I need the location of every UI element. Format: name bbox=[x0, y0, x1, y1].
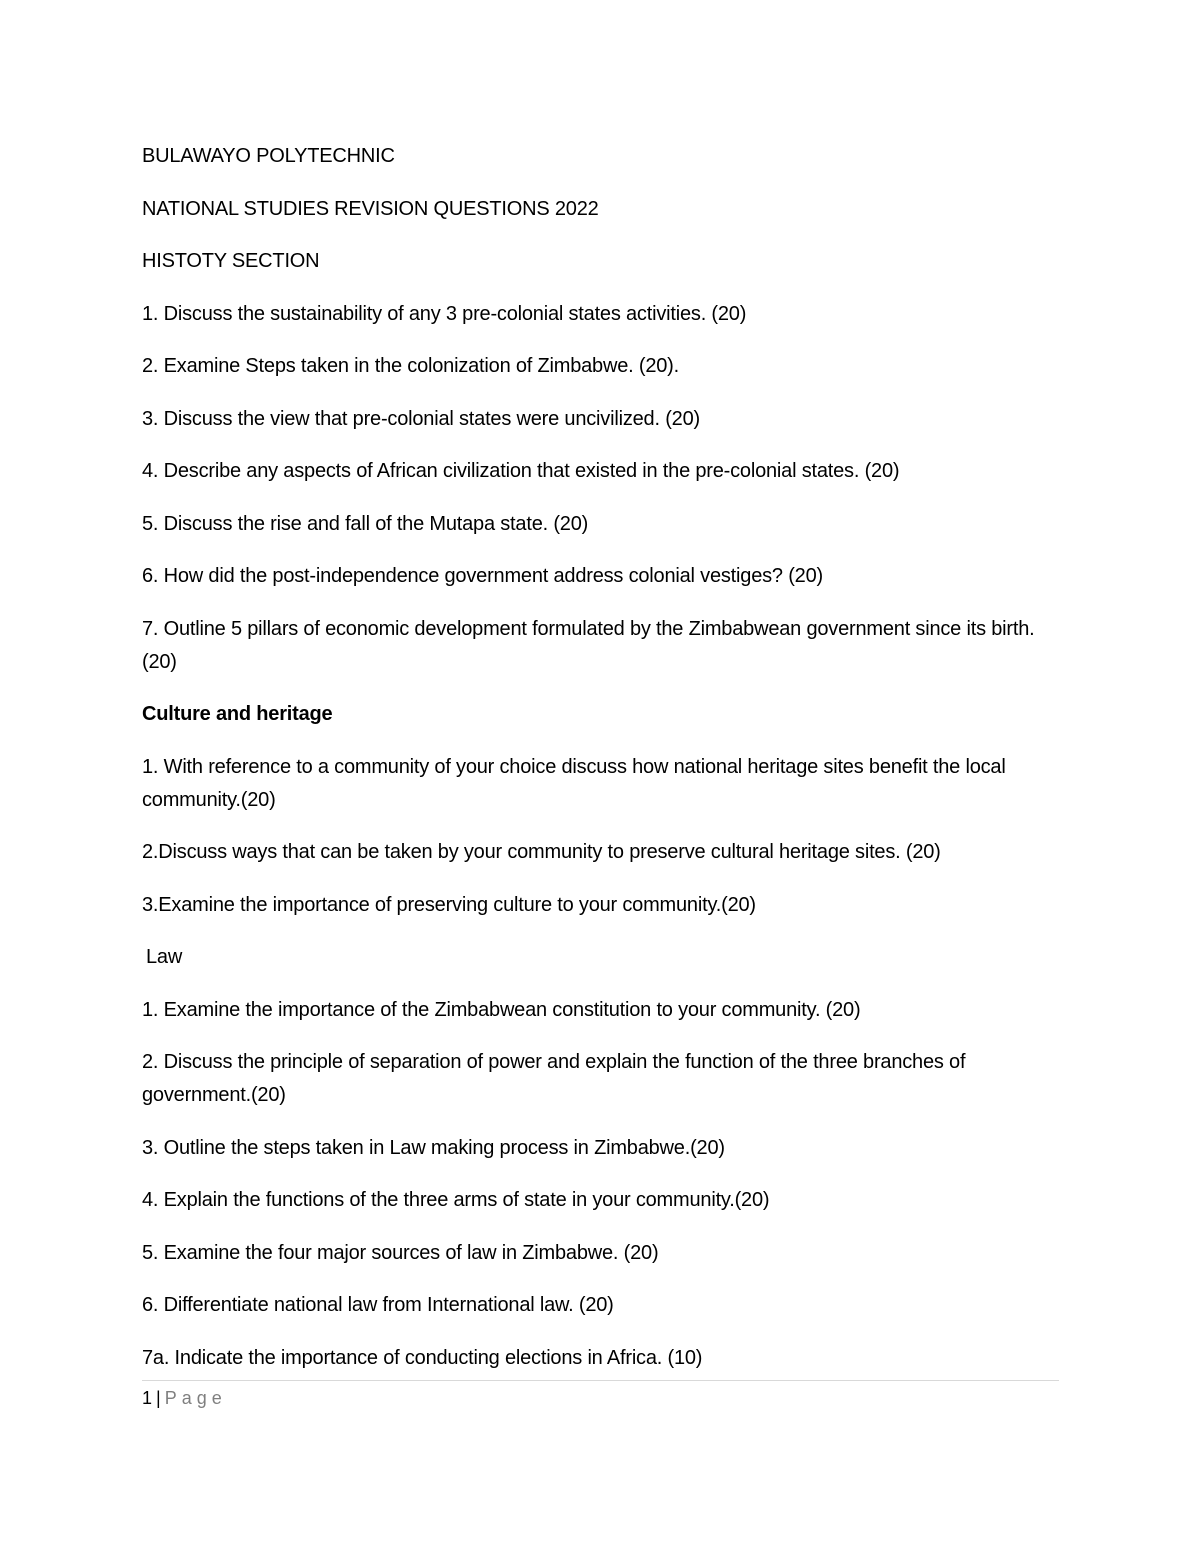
question-item: 7a. Indicate the importance of conducting elections in Africa. (10) bbox=[142, 1346, 703, 1369]
question-item: 2. Examine Steps taken in the colonization of Zimbabwe. (20). bbox=[142, 355, 679, 377]
question-item: 5. Examine the four major sources of law in Zimbabwe. (20) bbox=[142, 1241, 659, 1264]
question-item: 6. Differentiate national law from International law. (20) bbox=[142, 1294, 614, 1316]
question-item: 1. With reference to a community of your choice discuss how national heritage sites benefit the local community.(20) bbox=[142, 755, 1006, 811]
question-item: 6. How did the post-independence government address colonial vestiges? (20) bbox=[142, 565, 823, 587]
document-title: NATIONAL STUDIES REVISION QUESTIONS 2022 bbox=[142, 197, 599, 220]
question-item: 3.Examine the importance of preserving culture to your community.(20) bbox=[142, 893, 756, 916]
question-item: 4. Explain the functions of the three arms of state in your community.(20) bbox=[142, 1189, 770, 1211]
question-item: 4. Describe any aspects of African civilization that existed in the pre-colonial states. (20) bbox=[142, 460, 900, 482]
section-heading-law: Law bbox=[146, 946, 183, 968]
question-item: 3. Outline the steps taken in Law making process in Zimbabwe.(20) bbox=[142, 1136, 725, 1159]
institution-name: BULAWAYO POLYTECHNIC bbox=[142, 145, 395, 167]
page-number: 1 bbox=[142, 1388, 153, 1408]
document-body bbox=[142, 140, 1062, 1394]
question-item: 3. Discuss the view that pre-colonial states were uncivilized. (20) bbox=[142, 407, 700, 430]
question-item: 2.Discuss ways that can be taken by your community to preserve cultural heritage sites. (20) bbox=[142, 841, 941, 863]
question-item: 2. Discuss the principle of separation of power and explain the function of the three branches of government.(20) bbox=[142, 1051, 966, 1106]
question-item: 7. Outline 5 pillars of economic development formulated by the Zimbabwean government since its birth.(20) bbox=[142, 617, 1035, 673]
section-heading-history: HISTOTY SECTION bbox=[142, 250, 320, 272]
page-footer bbox=[142, 1386, 227, 1410]
question-item: 1. Discuss the sustainability of any 3 pre-colonial states activities. (20) bbox=[142, 302, 747, 325]
question-item: 1. Examine the importance of the Zimbabwean constitution to your community. (20) bbox=[142, 998, 861, 1021]
footer-separator: | bbox=[156, 1388, 161, 1408]
footer-divider bbox=[142, 1380, 1059, 1381]
section-heading-culture: Culture and heritage bbox=[142, 703, 333, 725]
question-item: 5. Discuss the rise and fall of the Mutapa state. (20) bbox=[142, 512, 589, 535]
page-label: Page bbox=[164, 1388, 227, 1408]
